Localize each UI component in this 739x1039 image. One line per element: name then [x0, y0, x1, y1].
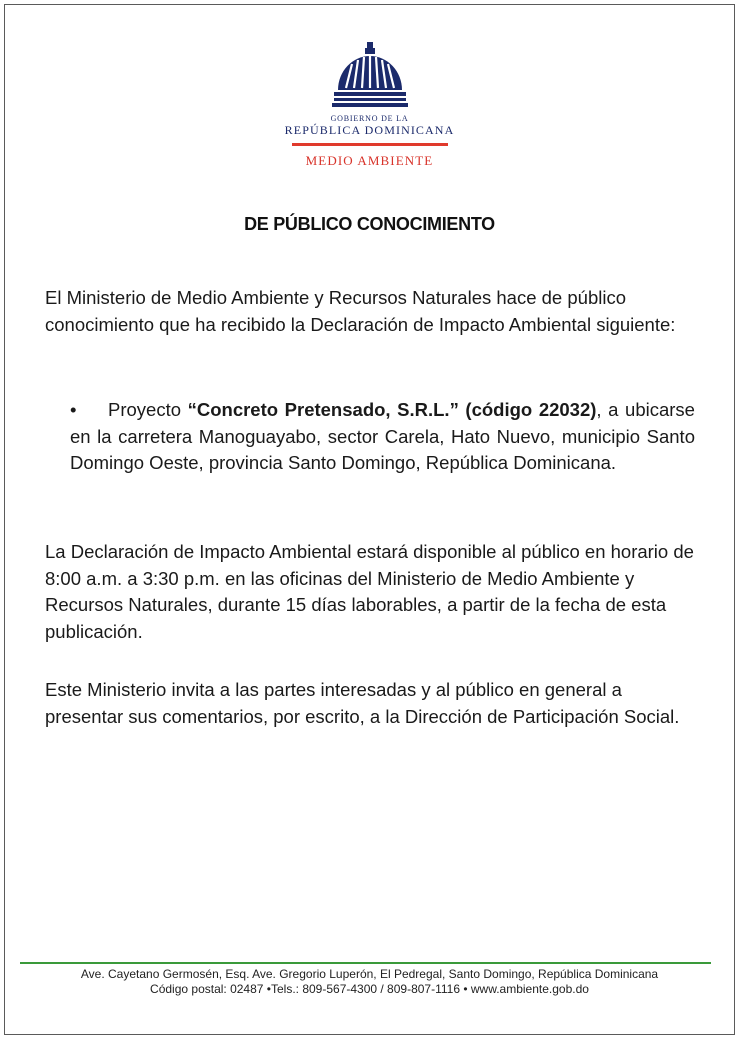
page-title: DE PÚBLICO CONOCIMIENTO [244, 214, 495, 234]
footer-divider [20, 962, 711, 964]
bullet-prefix: Proyecto [108, 399, 188, 420]
invitation-paragraph: Este Ministerio invita a las partes interesadas y al público en general a presentar sus comentarios, por escrito, a la Dirección de Participación Social. [45, 679, 680, 727]
project-name: “Concreto Pretensado, S.R.L.” (código 22032) [187, 399, 597, 420]
ministry-logo [0, 40, 739, 168]
logo-line-medio-ambiente: MEDIO AMBIENTE [305, 153, 434, 168]
dome-emblem-icon [330, 40, 410, 112]
availability-paragraph: La Declaración de Impacto Ambiental estará disponible al público en horario de 8:00 a.m. a 3:30 p.m. en las oficinas del Ministerio de Medio Ambiente y Recursos Naturales, durante 15 días laborables, a partir de la fecha de esta publicación. [45, 541, 694, 642]
logo-line-gobierno: GOBIERNO DE LA [330, 114, 409, 123]
project-bullet [70, 397, 695, 477]
logo-line-republica: REPÚBLICA DOMINICANA [284, 123, 455, 137]
bullet-suffix: , a ubicarse en la carretera Manoguayabo, sector Carela, Hato Nuevo, municipio Santo Domingo Oeste, provincia Santo Domingo, República Dominicana. [70, 399, 695, 473]
footer [0, 967, 739, 997]
footer-contact: Código postal: 02487 •Tels.: 809-567-4300 / 809-807-1116 • www.ambiente.gob.do [150, 982, 589, 996]
logo-divider [292, 143, 448, 146]
bullet-symbol: • [70, 399, 77, 420]
intro-paragraph: El Ministerio de Medio Ambiente y Recursos Naturales hace de público conocimiento que ha recibido la Declaración de Impacto Ambiental siguiente: [45, 287, 676, 335]
footer-address: Ave. Cayetano Germosén, Esq. Ave. Gregorio Luperón, El Pedregal, Santo Domingo, República Dominicana [80, 967, 659, 981]
